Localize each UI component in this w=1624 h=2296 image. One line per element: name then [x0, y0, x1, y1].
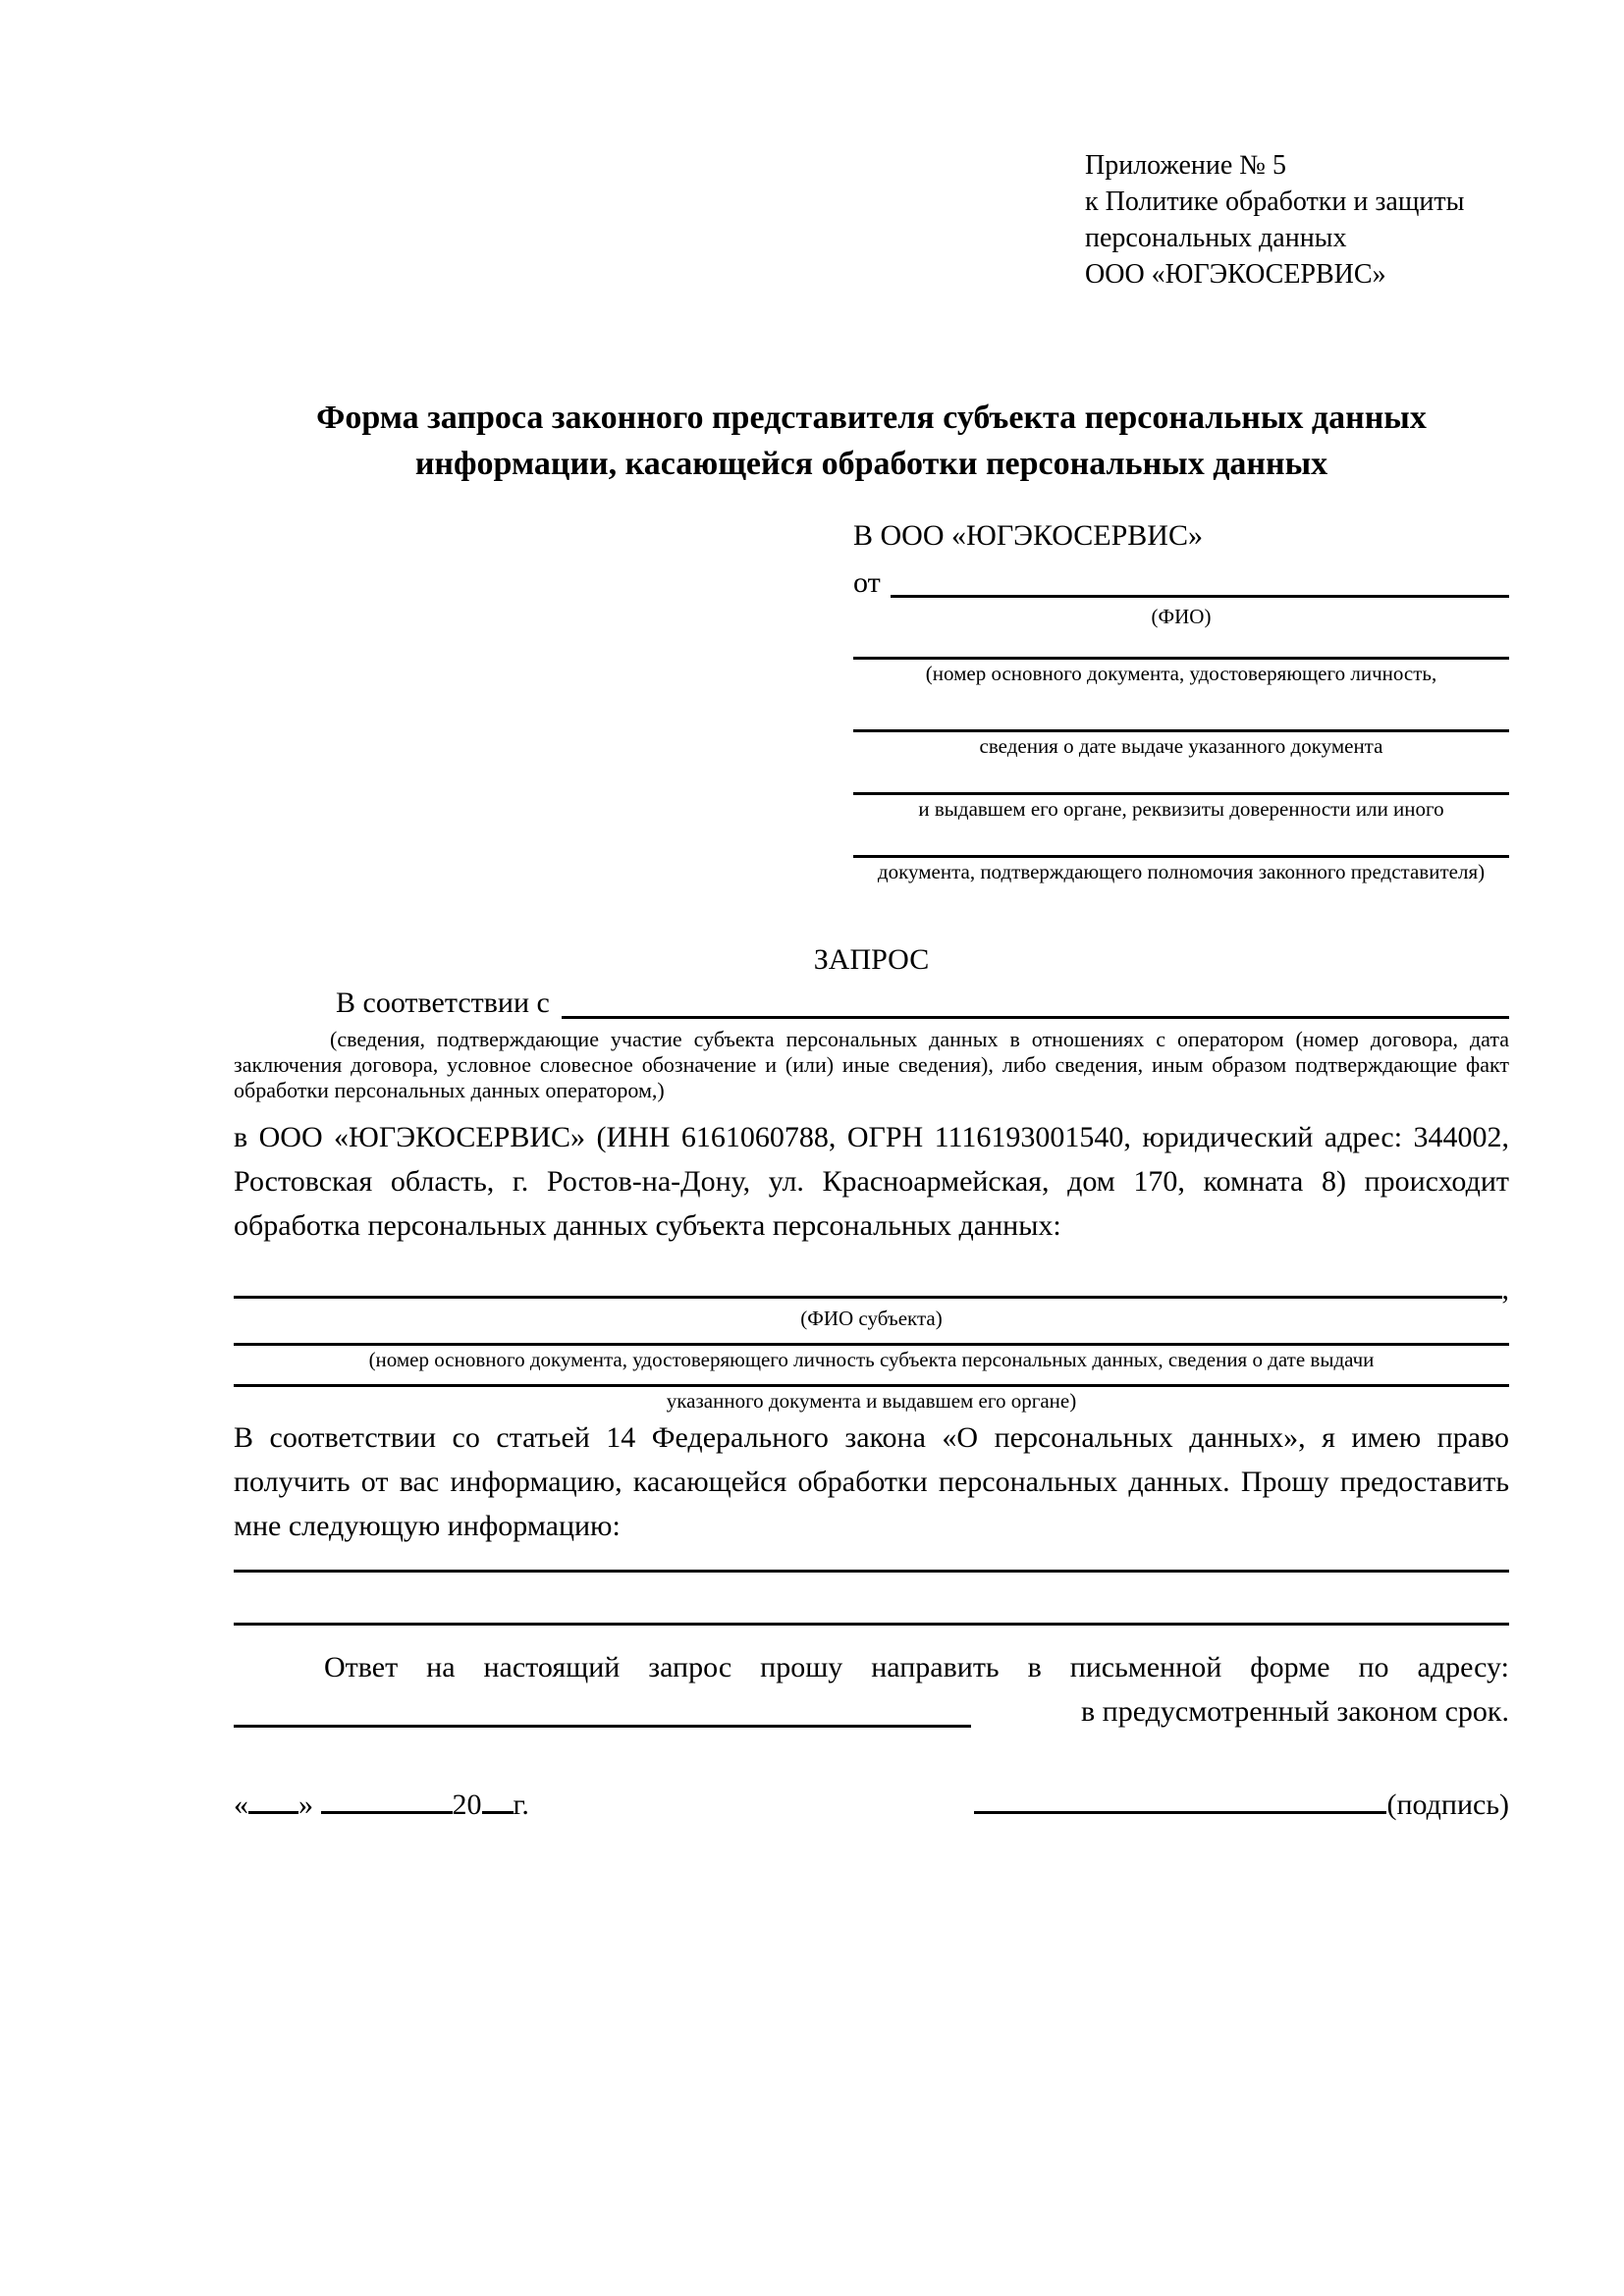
subject-fio-blank-line	[234, 1296, 1502, 1299]
addressee-block	[853, 516, 1509, 884]
issuing-authority-blank-line	[853, 792, 1509, 795]
operator-paragraph: в ООО «ЮГЭКОСЕРВИС» (ИНН 6161060788, ОГРН 1116193001540, юридический адрес: 344002, Ростовская область, г. Ростов-на-Дону, ул. Красноармейская, дом 170, комната 8) происходит обработка персональных данных субъекта персональных данных:	[234, 1121, 1509, 1242]
year-suffix: г.	[513, 1789, 529, 1821]
appendix-line: персональных данных	[1085, 223, 1347, 253]
fine-print-note: (сведения, подтверждающие участие субъекта персональных данных в отношениях с оператором (номер договора, дата заключения договора, условное словесное обозначение и (или) иные сведения), либо сведения, иным образом подтверждающие факт обработки персональных данных оператором,)	[234, 1027, 1509, 1102]
signature-field	[974, 1783, 1509, 1827]
issue-date-blank-line	[853, 729, 1509, 732]
appendix-note	[1085, 147, 1509, 293]
authority-doc-caption: документа, подтверждающего полномочия законного представителя)	[877, 860, 1486, 883]
subject-fio-caption: (ФИО субъекта)	[800, 1307, 943, 1330]
year-blank	[482, 1811, 514, 1814]
accordance-blank-line	[562, 981, 1509, 1019]
appendix-line: к Политике обработки и защиты	[1085, 187, 1465, 217]
subject-doc2-blank-line	[234, 1384, 1509, 1387]
info-blank-line-1	[234, 1570, 1509, 1573]
subject-fio-row	[234, 1275, 1509, 1305]
signature-row	[234, 1783, 1509, 1827]
signature-blank-line	[974, 1811, 1386, 1814]
signature-caption: (подпись)	[1386, 1789, 1509, 1821]
request-heading: ЗАПРОС	[813, 943, 930, 976]
addressee-organization: В ООО «ЮГЭКОСЕРВИС»	[853, 519, 1203, 552]
accordance-label: В соответствии с	[336, 987, 550, 1019]
from-row	[853, 563, 1509, 603]
century-label: 20	[452, 1789, 482, 1821]
accordance-row	[234, 981, 1509, 1025]
month-blank	[321, 1811, 453, 1814]
address-blank-line	[234, 1725, 971, 1728]
subject-line-suffix: ,	[1501, 1273, 1509, 1306]
answer-address-row	[234, 1689, 1509, 1734]
subject-doc2-caption: указанного документа и выдавшем его органе)	[666, 1389, 1077, 1413]
appendix-line: ООО «ЮГЭКОСЕРВИС»	[1085, 259, 1386, 290]
quote-close: »	[298, 1789, 313, 1821]
issue-date-caption: сведения о дате выдаче указанного документа	[979, 734, 1383, 758]
fio-caption: (ФИО)	[1151, 605, 1212, 628]
from-label: от	[853, 566, 881, 599]
doc-number-blank-line	[853, 657, 1509, 660]
subject-doc-caption: (номер основного документа, удостоверяющего личность субъекта персональных данных, сведения о дате выдачи	[368, 1348, 1375, 1371]
answer-paragraph: Ответ на настоящий запрос прошу направить в письменной форме по адресу:	[324, 1651, 1509, 1683]
issuing-authority-caption: и выдавшем его органе, реквизиты доверенности или иного	[918, 797, 1444, 821]
law-paragraph: В соответствии со статьей 14 Федерального закона «О персональных данных», я имею право получить от вас информацию, касающейся обработки персональных данных. Прошу предоставить мне следующую информацию:	[234, 1421, 1509, 1542]
quote-open: «	[234, 1789, 248, 1821]
doc-number-caption: (номер основного документа, удостоверяющего личность,	[925, 662, 1437, 685]
answer-suffix: в предусмотренный законом срок.	[1081, 1695, 1509, 1728]
day-blank	[248, 1811, 298, 1814]
date-field	[234, 1783, 529, 1827]
document-title: Форма запроса законного представителя субъекта персональных данных информации, касающейся обработки персональных данных	[316, 400, 1427, 482]
appendix-line: Приложение № 5	[1085, 150, 1286, 181]
subject-doc-blank-line	[234, 1343, 1509, 1346]
from-blank-line	[891, 563, 1509, 598]
info-blank-line-2	[234, 1623, 1509, 1626]
authority-doc-blank-line	[853, 855, 1509, 858]
